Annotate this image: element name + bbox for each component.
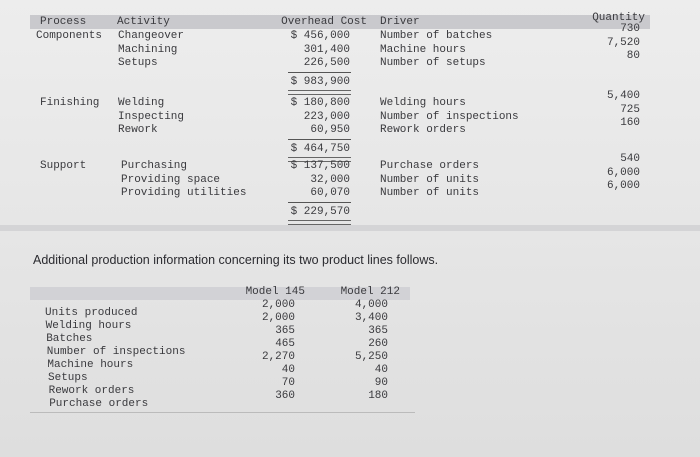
quantity: 6,000 xyxy=(606,166,640,179)
model-145-value: 2,000 xyxy=(261,312,295,324)
model-212-value: 40 xyxy=(374,364,388,376)
table-bottom-line xyxy=(30,412,415,413)
process-name: Finishing xyxy=(40,97,100,109)
info-sentence: Additional production information concerning its two product lines follows. xyxy=(33,253,439,267)
activity: Rework xyxy=(118,124,158,136)
overhead-subtotal: $ 229,570 xyxy=(290,206,350,218)
row-label: Machine hours xyxy=(47,359,134,371)
overhead-cost: 226,500 xyxy=(303,57,350,69)
header-model-145: Model 145 xyxy=(245,286,305,298)
activity: Welding xyxy=(118,97,165,109)
activity: Purchasing xyxy=(121,160,188,172)
section-divider xyxy=(0,225,700,231)
model-212-value: 90 xyxy=(374,377,388,389)
row-label: Number of inspections xyxy=(46,346,186,358)
model-212-value: 180 xyxy=(368,390,388,402)
quantity: 5,400 xyxy=(606,90,640,102)
overhead-cost: $ 456,000 xyxy=(290,30,350,42)
driver: Number of batches xyxy=(380,30,493,42)
activity: Changeover xyxy=(118,30,185,42)
overhead-cost: $ 137,500 xyxy=(290,160,350,172)
model-212-value: 4,000 xyxy=(354,299,388,311)
model-145-value: 365 xyxy=(275,325,295,337)
header-quantity: Quantity xyxy=(592,12,645,24)
process-name: Components xyxy=(36,30,103,42)
quantity: 725 xyxy=(620,103,640,116)
header-process: Process xyxy=(40,16,87,28)
header-overhead: Overhead Cost xyxy=(281,16,367,28)
model-145-value: 70 xyxy=(281,377,295,389)
row-label: Setups xyxy=(48,372,88,384)
driver: Welding hours xyxy=(380,97,466,109)
driver: Number of units xyxy=(380,173,480,186)
model-145-value: 40 xyxy=(281,364,295,376)
activity: Machining xyxy=(118,43,178,56)
model-212-value: 3,400 xyxy=(354,312,388,324)
quantity: 160 xyxy=(620,117,640,129)
subtotal-line xyxy=(288,139,351,140)
activity: Setups xyxy=(118,57,158,69)
total-double-line xyxy=(288,90,351,95)
overhead-cost: 60,950 xyxy=(310,124,350,136)
row-label: Units produced xyxy=(45,307,138,319)
subtotal-line xyxy=(288,202,351,203)
driver: Machine hours xyxy=(380,43,466,56)
overhead-cost: 60,070 xyxy=(310,187,350,199)
driver: Number of setups xyxy=(380,57,486,69)
row-label: Rework orders xyxy=(48,385,135,397)
overhead-subtotal: $ 464,750 xyxy=(290,143,350,155)
quantity: 730 xyxy=(620,23,640,35)
model-145-value: 2,270 xyxy=(261,351,295,363)
overhead-subtotal: $ 983,900 xyxy=(290,76,350,88)
header-activity: Activity xyxy=(117,16,170,28)
row-label: Batches xyxy=(46,333,93,345)
subtotal-line xyxy=(288,72,351,73)
row-label: Welding hours xyxy=(45,320,132,332)
model-212-value: 5,250 xyxy=(354,351,388,363)
model-145-value: 360 xyxy=(275,390,295,402)
driver: Rework orders xyxy=(380,124,466,136)
header-driver: Driver xyxy=(380,16,420,28)
quantity: 7,520 xyxy=(606,36,640,49)
row-label: Purchase orders xyxy=(49,398,149,410)
quantity: 80 xyxy=(626,50,640,62)
activity: Providing space xyxy=(121,173,221,186)
header-model-212: Model 212 xyxy=(340,286,400,298)
driver: Number of units xyxy=(380,187,480,199)
overhead-cost: $ 180,800 xyxy=(290,97,350,109)
quantity: 540 xyxy=(620,153,640,165)
model-212-value: 365 xyxy=(368,325,388,337)
model-145-value: 465 xyxy=(275,338,295,350)
overhead-cost: 32,000 xyxy=(310,173,350,186)
quantity: 6,000 xyxy=(606,180,640,192)
overhead-cost: 301,400 xyxy=(303,43,350,56)
process-name: Support xyxy=(40,160,87,172)
overhead-cost: 223,000 xyxy=(303,110,350,123)
model-145-value: 2,000 xyxy=(261,299,295,311)
activity: Providing utilities xyxy=(121,187,247,199)
activity: Inspecting xyxy=(118,110,185,123)
driver: Number of inspections xyxy=(380,110,519,123)
driver: Purchase orders xyxy=(380,160,480,172)
model-212-value: 260 xyxy=(368,338,388,350)
